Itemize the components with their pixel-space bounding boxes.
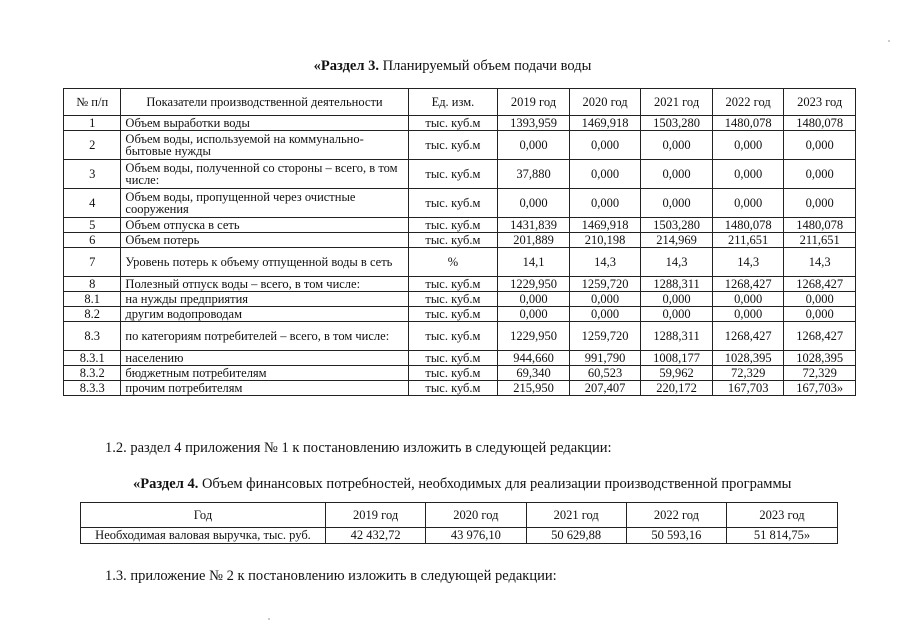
table-row: [64, 351, 856, 366]
header-2023: 2023 год: [784, 89, 856, 116]
row-unit: тыс. куб.м: [408, 381, 498, 396]
row-number: 8.1: [64, 292, 121, 307]
row-unit: тыс. куб.м: [408, 307, 498, 322]
row-indicator: бюджетным потребителям: [121, 366, 408, 381]
value-2020: 0,000: [569, 160, 641, 189]
value-2021: 0,000: [641, 160, 713, 189]
value-2021: 1288,311: [641, 322, 713, 351]
table-row: [64, 218, 856, 233]
row-indicator: по категориям потребителей – всего, в том числе:: [121, 322, 408, 351]
value-2021: 0,000: [641, 307, 713, 322]
value-2022: 1028,395: [712, 351, 784, 366]
value-2021: 0,000: [641, 292, 713, 307]
value-2019: 1229,950: [498, 277, 570, 292]
value-2019: 42 432,72: [326, 528, 426, 544]
value-2022: 0,000: [712, 131, 784, 160]
value-2020: 60,523: [569, 366, 641, 381]
value-2021: 1503,280: [641, 218, 713, 233]
row-unit: тыс. куб.м: [408, 218, 498, 233]
header-2022: 2022 год: [712, 89, 784, 116]
value-2022: 0,000: [712, 292, 784, 307]
value-2019: 14,1: [498, 248, 570, 277]
value-2021: 220,172: [641, 381, 713, 396]
value-2023: 167,703»: [784, 381, 856, 396]
value-2019: 215,950: [498, 381, 570, 396]
financial-needs-table: [80, 502, 838, 544]
row-number: 6: [64, 233, 121, 248]
paragraph-1-2: 1.2. раздел 4 приложения № 1 к постановлению изложить в следующей редакции:: [105, 440, 612, 456]
row-number: 5: [64, 218, 121, 233]
value-2020: 1469,918: [569, 116, 641, 131]
section-3-title-bold: «Раздел 3.: [313, 58, 379, 74]
value-2021: 59,962: [641, 366, 713, 381]
header-2022: 2022 год: [626, 503, 726, 528]
row-unit: тыс. куб.м: [408, 322, 498, 351]
section-3-title-text: Планируемый объем подачи воды: [378, 58, 592, 74]
row-indicator: Объем воды, используемой на коммунально-бытовые нужды: [121, 131, 408, 160]
row-unit: тыс. куб.м: [408, 131, 498, 160]
row-number: 8.3.1: [64, 351, 121, 366]
table-header-row: [64, 89, 856, 116]
value-2021: 1008,177: [641, 351, 713, 366]
scan-speck: [888, 40, 890, 42]
header-2019: 2019 год: [326, 503, 426, 528]
table-row: [64, 307, 856, 322]
value-2021: 0,000: [641, 189, 713, 218]
value-2023: 1268,427: [784, 322, 856, 351]
row-label: Необходимая валовая выручка, тыс. руб.: [81, 528, 326, 544]
value-2020: 1259,720: [569, 322, 641, 351]
row-unit: тыс. куб.м: [408, 189, 498, 218]
paragraph-1-3: 1.3. приложение № 2 к постановлению изложить в следующей редакции:: [105, 568, 557, 584]
row-indicator: Объем отпуска в сеть: [121, 218, 408, 233]
table-row: [64, 292, 856, 307]
table-row: [64, 322, 856, 351]
section-3-title: [0, 58, 905, 75]
header-year: Год: [81, 503, 326, 528]
value-2019: 37,880: [498, 160, 570, 189]
value-2021: 214,969: [641, 233, 713, 248]
value-2021: 50 629,88: [526, 528, 626, 544]
value-2023: 0,000: [784, 131, 856, 160]
row-unit: тыс. куб.м: [408, 292, 498, 307]
row-indicator: населению: [121, 351, 408, 366]
row-indicator: прочим потребителям: [121, 381, 408, 396]
header-2023: 2023 год: [727, 503, 838, 528]
value-2022: 72,329: [712, 366, 784, 381]
table-row: [64, 233, 856, 248]
row-number: 7: [64, 248, 121, 277]
table-row: [81, 528, 838, 544]
value-2020: 43 976,10: [426, 528, 526, 544]
value-2022: 1480,078: [712, 116, 784, 131]
table-row: [64, 116, 856, 131]
value-2023: 1268,427: [784, 277, 856, 292]
value-2022: 211,651: [712, 233, 784, 248]
value-2023: 0,000: [784, 292, 856, 307]
row-unit: тыс. куб.м: [408, 116, 498, 131]
row-unit: тыс. куб.м: [408, 233, 498, 248]
value-2022: 50 593,16: [626, 528, 726, 544]
value-2020: 210,198: [569, 233, 641, 248]
row-indicator: Полезный отпуск воды – всего, в том числе:: [121, 277, 408, 292]
value-2023: 1028,395: [784, 351, 856, 366]
value-2020: 0,000: [569, 292, 641, 307]
value-2020: 207,407: [569, 381, 641, 396]
value-2019: 0,000: [498, 292, 570, 307]
row-number: 1: [64, 116, 121, 131]
section-4-title-bold: «Раздел 4.: [133, 476, 199, 492]
header-number: № п/п: [64, 89, 121, 116]
header-2021: 2021 год: [641, 89, 713, 116]
value-2023: 0,000: [784, 307, 856, 322]
value-2021: 1288,311: [641, 277, 713, 292]
value-2022: 14,3: [712, 248, 784, 277]
header-2019: 2019 год: [498, 89, 570, 116]
value-2021: 14,3: [641, 248, 713, 277]
table-body: [64, 116, 856, 396]
value-2019: 944,660: [498, 351, 570, 366]
value-2020: 991,790: [569, 351, 641, 366]
row-indicator: Объем воды, полученной со стороны – всего, в том числе:: [121, 160, 408, 189]
header-indicator: Показатели производственной деятельности: [121, 89, 408, 116]
row-indicator: на нужды предприятия: [121, 292, 408, 307]
value-2021: 0,000: [641, 131, 713, 160]
value-2022: 1480,078: [712, 218, 784, 233]
row-indicator: Объем воды, пропущенной через очистные сооружения: [121, 189, 408, 218]
row-unit: тыс. куб.м: [408, 160, 498, 189]
table-header-row: [81, 503, 838, 528]
value-2021: 1503,280: [641, 116, 713, 131]
row-unit: тыс. куб.м: [408, 351, 498, 366]
row-number: 3: [64, 160, 121, 189]
value-2020: 0,000: [569, 131, 641, 160]
table-row: [64, 189, 856, 218]
header-2020: 2020 год: [569, 89, 641, 116]
value-2019: 0,000: [498, 307, 570, 322]
value-2020: 1469,918: [569, 218, 641, 233]
value-2022: 0,000: [712, 189, 784, 218]
row-indicator: Объем потерь: [121, 233, 408, 248]
value-2020: 14,3: [569, 248, 641, 277]
header-2020: 2020 год: [426, 503, 526, 528]
value-2023: 1480,078: [784, 218, 856, 233]
value-2022: 1268,427: [712, 277, 784, 292]
table-row: [64, 277, 856, 292]
value-2023: 0,000: [784, 160, 856, 189]
table-row: [64, 248, 856, 277]
value-2019: 0,000: [498, 131, 570, 160]
value-2020: 0,000: [569, 307, 641, 322]
value-2022: 167,703: [712, 381, 784, 396]
row-unit: тыс. куб.м: [408, 366, 498, 381]
value-2022: 1268,427: [712, 322, 784, 351]
value-2020: 0,000: [569, 189, 641, 218]
row-number: 8.3.3: [64, 381, 121, 396]
value-2023: 72,329: [784, 366, 856, 381]
row-unit: %: [408, 248, 498, 277]
value-2019: 201,889: [498, 233, 570, 248]
row-indicator: другим водопроводам: [121, 307, 408, 322]
row-number: 8.3.2: [64, 366, 121, 381]
row-number: 8.2: [64, 307, 121, 322]
row-number: 8: [64, 277, 121, 292]
value-2019: 1229,950: [498, 322, 570, 351]
table-row: [64, 366, 856, 381]
row-unit: тыс. куб.м: [408, 277, 498, 292]
value-2022: 0,000: [712, 307, 784, 322]
value-2019: 69,340: [498, 366, 570, 381]
value-2023: 0,000: [784, 189, 856, 218]
row-indicator: Уровень потерь к объему отпущенной воды в сеть: [121, 248, 408, 277]
value-2023: 1480,078: [784, 116, 856, 131]
value-2019: 0,000: [498, 189, 570, 218]
row-indicator: Объем выработки воды: [121, 116, 408, 131]
row-number: 8.3: [64, 322, 121, 351]
section-4-title-text: Объем финансовых потребностей, необходимых для реализации производственной программы: [198, 476, 792, 492]
table-row: [64, 131, 856, 160]
row-number: 2: [64, 131, 121, 160]
value-2023: 14,3: [784, 248, 856, 277]
water-supply-table: [63, 88, 856, 396]
header-2021: 2021 год: [526, 503, 626, 528]
header-unit: Ед. изм.: [408, 89, 498, 116]
section-4-title: [133, 476, 791, 493]
value-2022: 0,000: [712, 160, 784, 189]
scan-speck: [268, 618, 270, 620]
table-row: [64, 160, 856, 189]
value-2019: 1393,959: [498, 116, 570, 131]
table-row: [64, 381, 856, 396]
row-number: 4: [64, 189, 121, 218]
value-2023: 211,651: [784, 233, 856, 248]
value-2020: 1259,720: [569, 277, 641, 292]
value-2019: 1431,839: [498, 218, 570, 233]
value-2023: 51 814,75»: [727, 528, 838, 544]
